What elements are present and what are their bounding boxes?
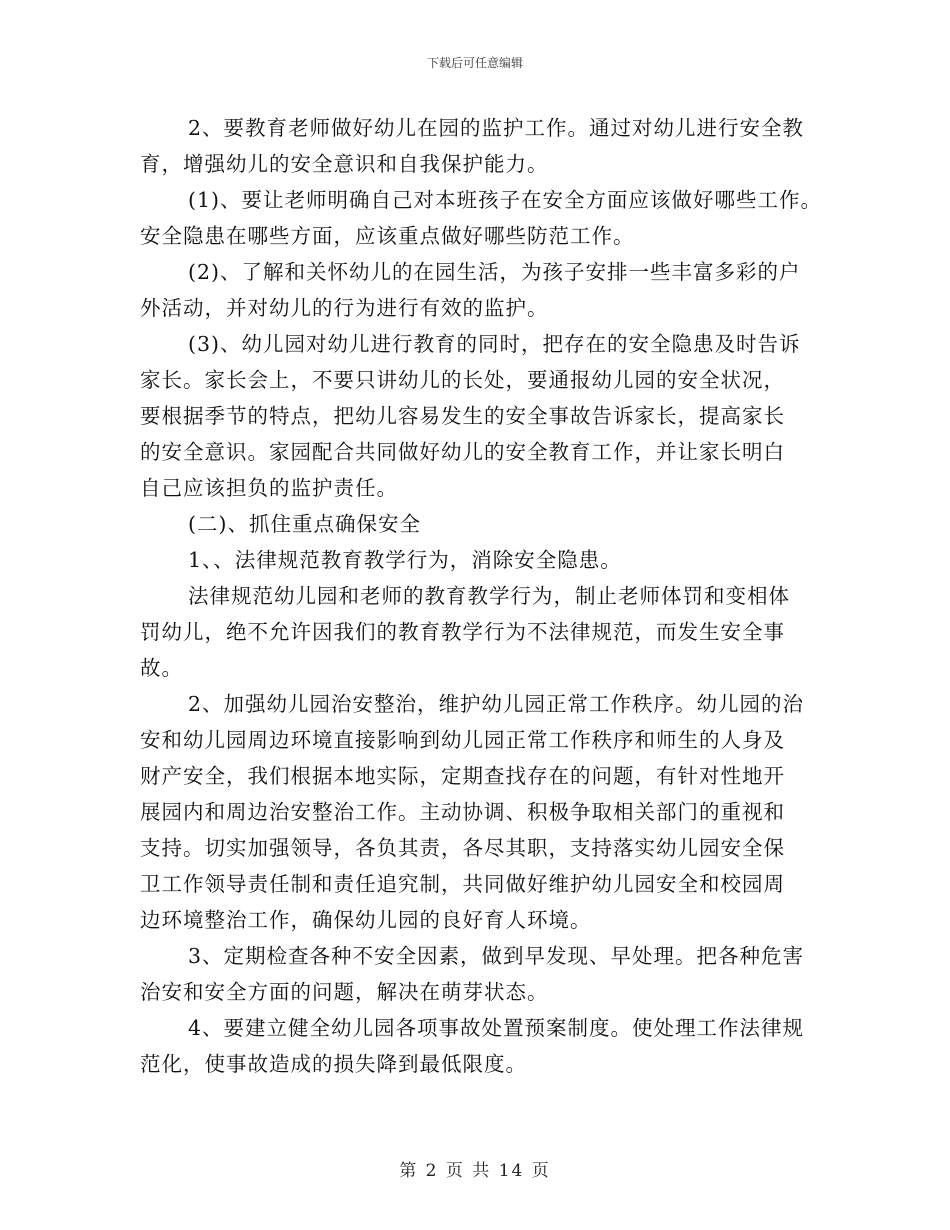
text-line: (1)、要让老师明确自己对本班孩子在安全方面应该做好哪些工作。 — [188, 188, 823, 212]
text-line: 3、定期检查各种不安全因素，做到早发现、早处理。把各种危害 — [188, 944, 805, 968]
text-line: 2、要教育老师做好幼儿在园的监护工作。通过对幼儿进行安全教 — [188, 116, 805, 140]
page-header: 下载后可任意编辑 — [426, 56, 523, 70]
text-line: 财产安全，我们根据本地实际，定期查找存在的问题，有针对性地开 — [140, 764, 785, 788]
text-line: 治安和安全方面的问题，解决在萌芽状态。 — [140, 980, 549, 1004]
text-line: (3)、幼儿园对幼儿进行教育的同时，把存在的安全隐患及时告诉 — [188, 332, 801, 356]
text-line: 4、要建立健全幼儿园各项事故处置预案制度。使处理工作法律规 — [188, 1016, 805, 1040]
text-line: 要根据季节的特点，把幼儿容易发生的安全事故告诉家长，提高家长 — [140, 404, 785, 428]
text-line: 育，增强幼儿的安全意识和自我保护能力。 — [140, 152, 549, 176]
text-line: (二)、抓住重点确保安全 — [188, 512, 421, 536]
text-line: 支持。切实加强领导，各负其责，各尽其职，支持落实幼儿园安全保 — [140, 836, 785, 860]
text-line: 故。 — [140, 656, 183, 680]
text-line: 外活动，并对幼儿的行为进行有效的监护。 — [140, 296, 549, 320]
text-line: 家长。家长会上，不要只讲幼儿的长处，要通报幼儿园的安全状况， — [140, 368, 785, 392]
text-line: (2)、了解和关怀幼儿的在园生活，为孩子安排一些丰富多彩的户 — [188, 260, 801, 284]
text-line: 卫工作领导责任制和责任追究制，共同做好维护幼儿园安全和校园周 — [140, 872, 785, 896]
text-line: 2、加强幼儿园治安整治，维护幼儿园正常工作秩序。幼儿园的治 — [188, 692, 805, 716]
page-footer: 第 2 页 共 14 页 — [399, 1161, 551, 1181]
text-line: 安和幼儿园周边环境直接影响到幼儿园正常工作秩序和师生的人身及 — [140, 728, 785, 752]
text-line: 的安全意识。家园配合共同做好幼儿的安全教育工作，并让家长明白 — [140, 440, 785, 464]
text-line: 1、、法律规范教育教学行为，消除安全隐患。 — [188, 548, 622, 572]
text-line: 法律规范幼儿园和老师的教育教学行为，制止老师体罚和变相体 — [188, 584, 790, 608]
text-line: 边环境整治工作，确保幼儿园的良好育人环境。 — [140, 908, 592, 932]
text-line: 罚幼儿，绝不允许因我们的教育教学行为不法律规范，而发生安全事 — [140, 620, 785, 644]
text-line: 自己应该担负的监护责任。 — [140, 476, 398, 500]
text-line: 安全隐患在哪些方面，应该重点做好哪些防范工作。 — [140, 224, 635, 248]
text-line: 范化，使事故造成的损失降到最低限度。 — [140, 1052, 527, 1076]
document-body — [140, 110, 830, 1082]
text-line: 展园内和周边治安整治工作。主动协调、积极争取相关部门的重视和 — [140, 800, 785, 824]
